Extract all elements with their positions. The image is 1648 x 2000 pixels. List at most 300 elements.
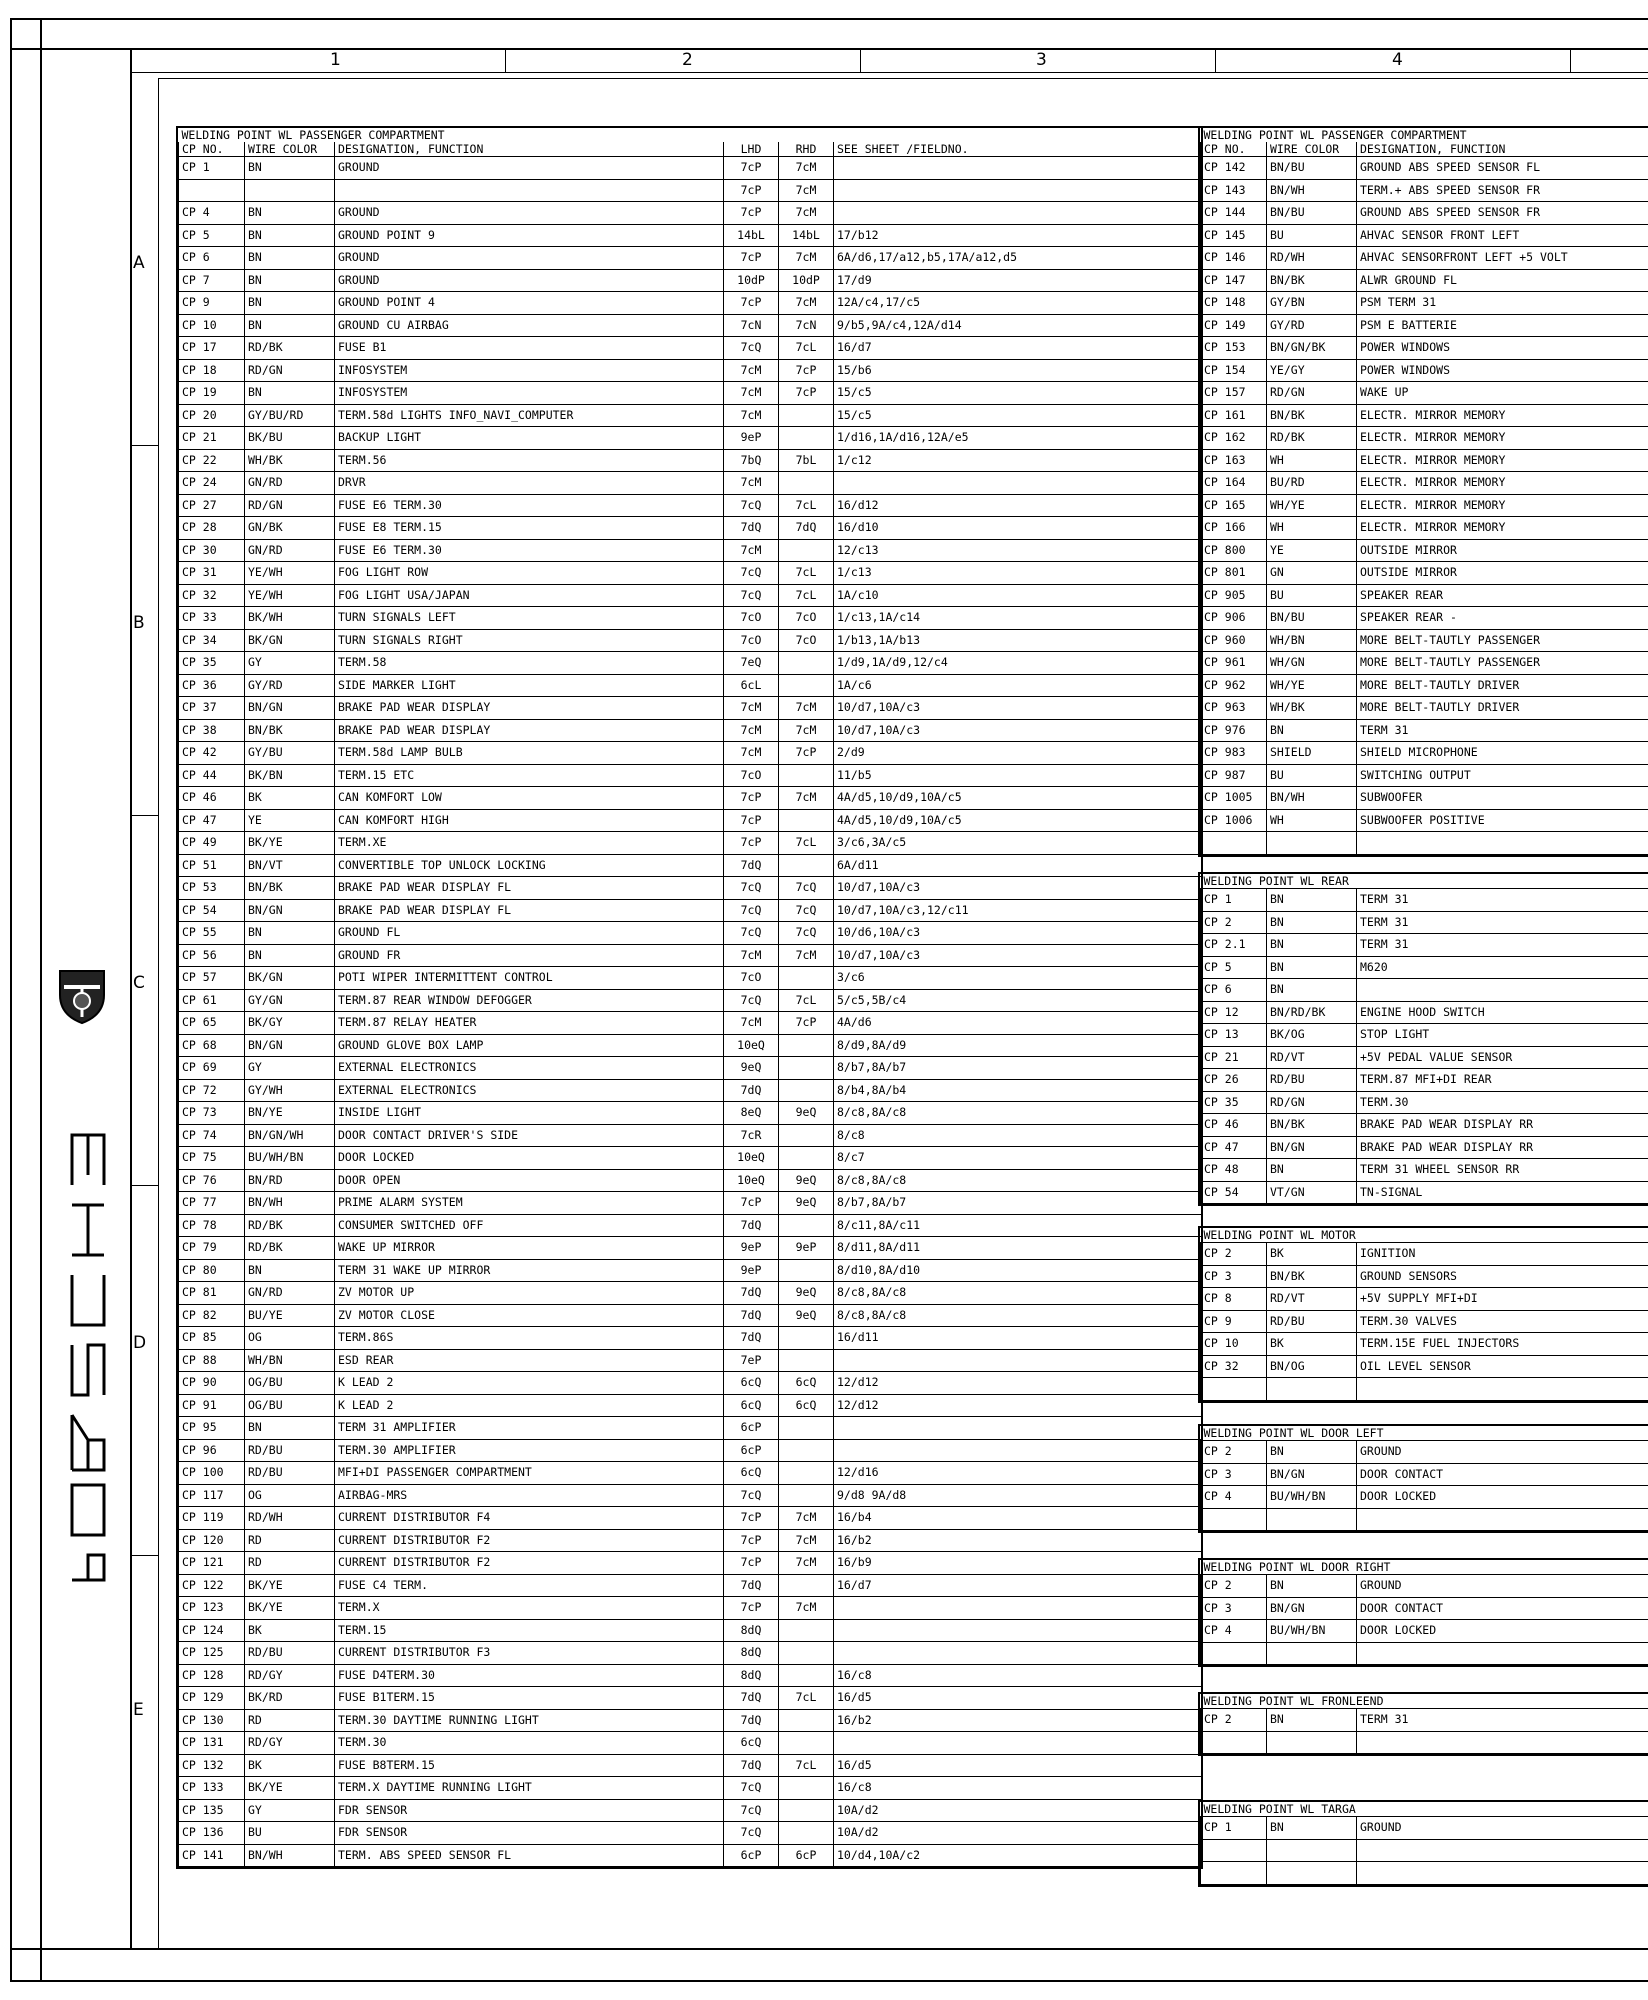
cell-lhd: 7cQ [724,1484,779,1507]
cell-rhd [779,1642,834,1665]
table-row [1201,1114,1648,1137]
cell-see-sheet: 10A/d2 [834,1799,1202,1822]
cell-wire-color: BN/VT [245,854,335,877]
cell-designation: SWITCHING OUTPUT [1357,764,1648,787]
side-welding-table [1198,872,1648,1206]
cell-lhd: 7dQ [724,1574,779,1597]
cell-lhd: 7dQ [724,1327,779,1350]
cell-lhd: 7cQ [724,1799,779,1822]
cell-see-sheet: 8/c8,8A/c8 [834,1282,1202,1305]
table-row [179,1687,1202,1710]
cell-cp-no: CP 122 [179,1574,245,1597]
cell-see-sheet: 6A/d6,17/a12,b5,17A/a12,d5 [834,247,1202,270]
cell-designation: SHIELD MICROPHONE [1357,742,1648,765]
table-row [1201,292,1648,315]
cell-wire-color: BK [245,1619,335,1642]
cell-designation: GROUND POINT 4 [335,292,724,315]
cell-lhd: 7cM [724,1012,779,1035]
cell-lhd: 7cM [724,382,779,405]
table-row [179,1664,1202,1687]
table-row [1201,1046,1648,1069]
cell-cp-no: CP 55 [179,922,245,945]
cell-see-sheet [834,1349,1202,1372]
cell-see-sheet: 8/c8,8A/c8 [834,1304,1202,1327]
cell-lhd: 7cP [724,1529,779,1552]
cell-wire-color: RD/VT [1267,1288,1357,1311]
cell-wire-color: BK/YE [245,1574,335,1597]
table-row [1201,314,1648,337]
cell-wire-color [1267,1642,1357,1665]
cell-see-sheet: 16/d7 [834,337,1202,360]
cell-see-sheet: 15/c5 [834,382,1202,405]
table-row [179,1079,1202,1102]
cell-designation: FUSE B1 [335,337,724,360]
row-label: D [133,1333,147,1353]
cell-lhd: 7cM [724,697,779,720]
cell-cp-no: CP 141 [179,1844,245,1867]
cell-designation: FOG LIGHT USA/JAPAN [335,584,724,607]
cell-cp-no [1201,1378,1267,1401]
cell-cp-no: CP 31 [179,562,245,585]
cell-see-sheet: 16/b2 [834,1529,1202,1552]
cell-cp-no: CP 2.1 [1201,934,1267,957]
cell-wire-color: WH/BK [245,449,335,472]
cell-cp-no: CP 18 [179,359,245,382]
table-row [1201,889,1648,912]
table-row [1201,247,1648,270]
side-table-title-row [1201,1802,1648,1817]
cell-cp-no: CP 129 [179,1687,245,1710]
cell-see-sheet: 9/b5,9A/c4,12A/d14 [834,314,1202,337]
table-row [179,877,1202,900]
cell-wire-color: BK/OG [1267,1024,1357,1047]
cell-designation: PRIME ALARM SYSTEM [335,1192,724,1215]
cell-see-sheet [834,179,1202,202]
table-row [179,1214,1202,1237]
cell-rhd: 7cL [779,584,834,607]
table-row [179,787,1202,810]
table-row [179,989,1202,1012]
cell-wire-color: BU/WH/BN [245,1147,335,1170]
table-row [179,1169,1202,1192]
cell-cp-no: CP 144 [1201,202,1267,225]
cell-wire-color [1267,1839,1357,1862]
cell-wire-color: BN [245,292,335,315]
cell-see-sheet: 1/d9,1A/d9,12/c4 [834,652,1202,675]
cell-designation: ELECTR. MIRROR MEMORY [1357,494,1648,517]
cell-lhd: 7cP [724,1507,779,1530]
cell-cp-no: CP 976 [1201,719,1267,742]
row-label: B [133,613,145,633]
cell-wire-color: BN/RD/BK [1267,1001,1357,1024]
cell-lhd: 8eQ [724,1102,779,1125]
cell-lhd: 7cQ [724,562,779,585]
table-row [1201,1862,1648,1885]
cell-rhd [779,967,834,990]
cell-lhd: 10eQ [724,1169,779,1192]
cell-cp-no: CP 88 [179,1349,245,1372]
row-divider [130,1555,158,1556]
cell-rhd [779,1709,834,1732]
main-table-header-row [179,142,1202,157]
table-row [179,1642,1202,1665]
table-row [179,337,1202,360]
cell-designation: TERM.56 [335,449,724,472]
cell-lhd: 7cM [724,742,779,765]
table-row [1201,1136,1648,1159]
frame-left-divider [40,18,42,1982]
cell-designation: MORE BELT-TAUTLY DRIVER [1357,697,1648,720]
cell-wire-color: OG [245,1484,335,1507]
cell-lhd: 6cP [724,1439,779,1462]
table-row [1201,1181,1648,1204]
cell-cp-no: CP 10 [179,314,245,337]
cell-see-sheet [834,1439,1202,1462]
cell-designation: GROUND ABS SPEED SENSOR FL [1357,157,1648,180]
table-row [179,224,1202,247]
table-row [1201,787,1648,810]
table-row [1201,1463,1648,1486]
cell-rhd [779,472,834,495]
cell-cp-no: CP 37 [179,697,245,720]
cell-cp-no: CP 961 [1201,652,1267,675]
cell-wire-color: BK [245,787,335,810]
cell-see-sheet: 8/c8,8A/c8 [834,1169,1202,1192]
cell-lhd: 7cO [724,967,779,990]
column-scale-bottom [130,72,1648,73]
side-table-title: WELDING POINT WL TARGA [1203,1802,1356,1816]
table-row [179,1417,1202,1440]
cell-wire-color: GY [245,1799,335,1822]
cell-see-sheet: 17/d9 [834,269,1202,292]
cell-see-sheet: 1/b13,1A/b13 [834,629,1202,652]
cell-rhd: 9eQ [779,1169,834,1192]
cell-designation: K LEAD 2 [335,1372,724,1395]
cell-cp-no: CP 147 [1201,269,1267,292]
cell-wire-color [1267,1862,1357,1885]
cell-designation: DOOR CONTACT [1357,1597,1648,1620]
cell-wire-color: RD/BU [245,1642,335,1665]
table-row [1201,427,1648,450]
cell-rhd: 7cM [779,697,834,720]
cell-wire-color: YE/WH [245,562,335,585]
cell-rhd: 7cM [779,944,834,967]
cell-see-sheet: 16/d11 [834,1327,1202,1350]
cell-designation: TERM 31 WAKE UP MIRROR [335,1259,724,1282]
cell-wire-color: BN [1267,1441,1357,1464]
cell-designation: DOOR LOCKED [1357,1620,1648,1643]
cell-wire-color: BU [1267,224,1357,247]
cell-designation: FUSE B1TERM.15 [335,1687,724,1710]
cell-wire-color: YE/GY [1267,359,1357,382]
cell-lhd: 7cP [724,292,779,315]
cell-see-sheet: 4A/d5,10/d9,10A/c5 [834,809,1202,832]
cell-wire-color: GY/BU [245,742,335,765]
cell-rhd: 7cP [779,1012,834,1035]
side-table-title: WELDING POINT WL PASSENGER COMPARTMENT [1203,128,1467,142]
cell-wire-color: GN/RD [245,539,335,562]
cell-designation: ELECTR. MIRROR MEMORY [1357,517,1648,540]
cell-designation: GROUND [335,269,724,292]
cell-cp-no: CP 962 [1201,674,1267,697]
cell-cp-no: CP 133 [179,1777,245,1800]
cell-cp-no: CP 5 [179,224,245,247]
cell-rhd [779,1439,834,1462]
cell-cp-no: CP 960 [1201,629,1267,652]
cell-lhd: 8dQ [724,1642,779,1665]
cell-lhd: 7cM [724,404,779,427]
cell-see-sheet: 3/c6,3A/c5 [834,832,1202,855]
cell-designation: TURN SIGNALS RIGHT [335,629,724,652]
table-row [1201,1265,1648,1288]
cell-see-sheet: 16/b4 [834,1507,1202,1530]
cell-lhd: 6cQ [724,1462,779,1485]
cell-wire-color: BN [1267,1817,1357,1840]
cell-designation: DOOR LOCKED [1357,1486,1648,1509]
side-welding-table [1198,1424,1648,1533]
cell-wire-color: OG/BU [245,1372,335,1395]
cell-lhd: 9eP [724,1259,779,1282]
cell-designation: GROUND [335,202,724,225]
cell-designation: +5V PEDAL VALUE SENSOR [1357,1046,1648,1069]
cell-lhd: 7bQ [724,449,779,472]
cell-wire-color: BN/GN [1267,1463,1357,1486]
cell-wire-color: BN/GN/BK [1267,337,1357,360]
cell-lhd: 6cP [724,1417,779,1440]
cell-wire-color: RD [245,1709,335,1732]
table-row [179,494,1202,517]
cell-wire-color: WH/YE [1267,674,1357,697]
cell-cp-no: CP 32 [1201,1355,1267,1378]
cell-designation: DOOR CONTACT DRIVER'S SIDE [335,1124,724,1147]
table-row [179,967,1202,990]
cell-designation: DRVR [335,472,724,495]
cell-cp-no: CP 32 [179,584,245,607]
cell-wire-color: WH/BK [1267,697,1357,720]
cell-lhd: 7cP [724,1597,779,1620]
cell-cp-no: CP 13 [1201,1024,1267,1047]
cell-designation: TERM 31 [1357,911,1648,934]
cell-designation: GROUND [335,157,724,180]
table-row [1201,1069,1648,1092]
cell-cp-no: CP 987 [1201,764,1267,787]
header-see-sheet: SEE SHEET /FIELDNO. [834,142,1202,157]
table-row [1201,1333,1648,1356]
side-table-title-row [1201,1228,1648,1243]
cell-wire-color: BK/RD [245,1687,335,1710]
cell-cp-no: CP 75 [179,1147,245,1170]
cell-see-sheet: 10/d6,10A/c3 [834,922,1202,945]
cell-rhd: 7cQ [779,922,834,945]
cell-cp-no: CP 165 [1201,494,1267,517]
table-row [1201,269,1648,292]
cell-designation: STOP LIGHT [1357,1024,1648,1047]
cell-rhd [779,764,834,787]
main-table-title: WELDING POINT WL PASSENGER COMPARTMENT [181,128,445,142]
cell-rhd: 7cO [779,607,834,630]
cell-wire-color: OG [245,1327,335,1350]
table-row [179,1822,1202,1845]
table-row [179,179,1202,202]
cell-see-sheet: 16/d5 [834,1754,1202,1777]
cell-cp-no: CP 57 [179,967,245,990]
cell-cp-no: CP 6 [1201,979,1267,1002]
cell-cp-no: CP 135 [179,1799,245,1822]
cell-designation: TERM.87 MFI+DI REAR [1357,1069,1648,1092]
cell-designation: TERM.X [335,1597,724,1620]
table-row [179,1777,1202,1800]
cell-designation: FUSE E6 TERM.30 [335,494,724,517]
cell-designation: CURRENT DISTRIBUTOR F2 [335,1552,724,1575]
cell-designation: TERM.86S [335,1327,724,1350]
cell-cp-no: CP 34 [179,629,245,652]
cell-rhd: 7cM [779,1552,834,1575]
cell-cp-no: CP 12 [1201,1001,1267,1024]
cell-designation: SIDE MARKER LIGHT [335,674,724,697]
table-row [179,1709,1202,1732]
table-row [179,202,1202,225]
cell-rhd [779,1259,834,1282]
cell-wire-color: BK [1267,1243,1357,1266]
cell-designation: ELECTR. MIRROR MEMORY [1357,449,1648,472]
table-row [179,247,1202,270]
cell-cp-no: CP 145 [1201,224,1267,247]
table-row [179,404,1202,427]
cell-wire-color: RD/BU [1267,1069,1357,1092]
cell-designation [1357,1642,1648,1665]
cell-wire-color: BN/BU [1267,157,1357,180]
cell-wire-color: RD/BU [1267,1310,1357,1333]
table-row [179,292,1202,315]
cell-rhd: 9eP [779,1237,834,1260]
cell-rhd [779,1079,834,1102]
cell-designation: GROUND [1357,1817,1648,1840]
table-row [179,719,1202,742]
cell-designation: IGNITION [1357,1243,1648,1266]
cell-lhd: 7cO [724,764,779,787]
cell-designation: TERM.30 DAYTIME RUNNING LIGHT [335,1709,724,1732]
cell-see-sheet: 8/c7 [834,1147,1202,1170]
cell-rhd [779,1147,834,1170]
cell-designation: TERM 31 [1357,719,1648,742]
cell-cp-no: CP 80 [179,1259,245,1282]
cell-cp-no: CP 91 [179,1394,245,1417]
table-row [1201,719,1648,742]
cell-lhd: 7cP [724,1192,779,1215]
cell-cp-no: CP 82 [179,1304,245,1327]
cell-cp-no: CP 68 [179,1034,245,1057]
cell-wire-color: BN/GN [245,697,335,720]
table-row [179,1057,1202,1080]
cell-wire-color: YE [245,809,335,832]
cell-see-sheet: 12/d12 [834,1394,1202,1417]
cell-lhd: 7dQ [724,1079,779,1102]
cell-rhd [779,1124,834,1147]
cell-cp-no: CP 35 [179,652,245,675]
cell-lhd: 7cP [724,157,779,180]
cell-wire-color: BN/BK [1267,404,1357,427]
cell-rhd [779,1574,834,1597]
cell-designation: FUSE E6 TERM.30 [335,539,724,562]
cell-wire-color: BK/YE [245,1597,335,1620]
cell-wire-color: BK [1267,1333,1357,1356]
cell-lhd: 7cQ [724,989,779,1012]
table-row [1201,359,1648,382]
table-row [1201,1310,1648,1333]
cell-see-sheet: 11/b5 [834,764,1202,787]
cell-cp-no: CP 54 [1201,1181,1267,1204]
table-row [179,1394,1202,1417]
cell-rhd: 7cO [779,629,834,652]
cell-designation: TERM 31 [1357,1709,1648,1732]
cell-wire-color: OG/BU [245,1394,335,1417]
cell-cp-no: CP 153 [1201,337,1267,360]
cell-see-sheet: 8/b7,8A/b7 [834,1192,1202,1215]
cell-wire-color: GY [245,652,335,675]
cell-lhd: 10eQ [724,1034,779,1057]
table-row [1201,629,1648,652]
cell-wire-color: BN [245,1259,335,1282]
cell-wire-color: BN/WH [245,1192,335,1215]
cell-see-sheet: 1/d16,1A/d16,12A/e5 [834,427,1202,450]
cell-see-sheet: 8/c11,8A/c11 [834,1214,1202,1237]
cell-wire-color: WH/BN [1267,629,1357,652]
cell-cp-no: CP 2 [1201,1243,1267,1266]
cell-wire-color: WH/YE [1267,494,1357,517]
cell-designation: GROUND SENSORS [1357,1265,1648,1288]
cell-rhd: 9eQ [779,1282,834,1305]
cell-wire-color: BN/WH [1267,787,1357,810]
cell-designation: BRAKE PAD WEAR DISPLAY [335,719,724,742]
table-row [179,629,1202,652]
cell-wire-color: GY/WH [245,1079,335,1102]
side-welding-table [1198,1558,1648,1667]
cell-cp-no: CP 2 [1201,1575,1267,1598]
cell-designation: ENGINE HOOD SWITCH [1357,1001,1648,1024]
table-row [1201,1024,1648,1047]
column-divider [1570,50,1571,72]
cell-wire-color: BN/GN [245,899,335,922]
cell-wire-color: RD/GY [245,1664,335,1687]
cell-cp-no: CP 9 [179,292,245,315]
side-table-title-row [1201,874,1648,889]
cell-cp-no: CP 4 [1201,1620,1267,1643]
cell-see-sheet: 8/b7,8A/b7 [834,1057,1202,1080]
cell-lhd: 10eQ [724,1147,779,1170]
cell-cp-no: CP 2 [1201,911,1267,934]
cell-wire-color: BK/GN [245,967,335,990]
cell-cp-no: CP 81 [179,1282,245,1305]
cell-designation: GROUND [1357,1441,1648,1464]
cell-cp-no: CP 27 [179,494,245,517]
side-table-title: WELDING POINT WL REAR [1203,874,1349,888]
cell-rhd: 7cM [779,719,834,742]
table-row [179,1844,1202,1867]
cell-see-sheet [834,1597,1202,1620]
cell-wire-color: RD/BK [245,337,335,360]
cell-wire-color: RD [245,1552,335,1575]
cell-lhd: 10dP [724,269,779,292]
cell-designation: SUBWOOFER [1357,787,1648,810]
table-row [1201,809,1648,832]
main-table-title-row [179,128,1202,142]
cell-rhd [779,1484,834,1507]
cell-wire-color: RD/VT [1267,1046,1357,1069]
cell-cp-no: CP 95 [179,1417,245,1440]
cell-rhd [779,1057,834,1080]
cell-cp-no: CP 166 [1201,517,1267,540]
cell-wire-color: YE/WH [245,584,335,607]
